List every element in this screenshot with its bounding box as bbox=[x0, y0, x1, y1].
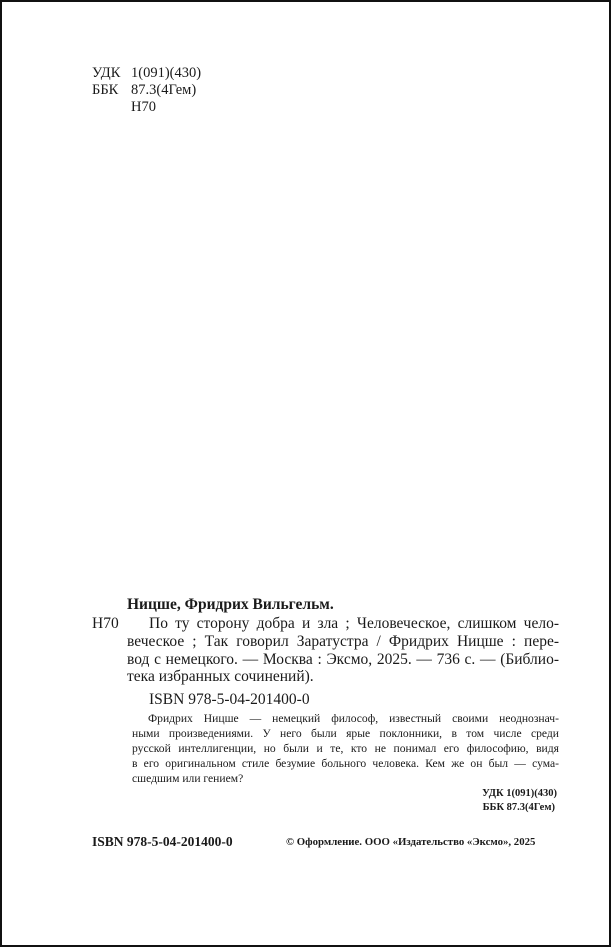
footer-isbn: ISBN 978-5-04-201400-0 bbox=[92, 834, 233, 849]
copyright-notice: © Оформление. ООО «Издательство «Эксмо», 2025 bbox=[286, 836, 536, 848]
record-isbn: ISBN 978-5-04-201400-0 bbox=[149, 691, 310, 708]
annotation-line: Фридрих Ницше — немецкий философ, известный своими неоднознач- bbox=[148, 712, 559, 725]
annotation-udk: УДК 1(091)(430) bbox=[482, 788, 557, 799]
bbk-value: 87.3(4Гем) bbox=[131, 82, 197, 98]
author-sign-top: Н70 bbox=[131, 99, 156, 115]
annotation-line: в его оригинальном стиле безумие больного человека. Кем же он был — сума- bbox=[132, 757, 559, 770]
description-line: тека избранных сочинений). bbox=[127, 668, 314, 685]
author-heading: Ницше, Фридрих Вильгельм. bbox=[127, 596, 334, 613]
udk-label: УДК bbox=[92, 65, 121, 81]
annotation-line: ными произведениями. У него были ярые поклонники, в том числе среди bbox=[132, 727, 559, 740]
annotation-line: русской интеллигенции, но были и те, кто не понимал его философию, видя bbox=[132, 742, 559, 755]
description-line: вод с немецкого. — Москва : Эксмо, 2025. — 736 с. — (Библио- bbox=[127, 651, 559, 668]
annotation-bbk: ББК 87.3(4Гем) bbox=[482, 802, 555, 813]
bbk-label: ББК bbox=[92, 82, 119, 98]
annotation-line: сшедшим или гением? bbox=[132, 772, 244, 785]
udk-value: 1(091)(430) bbox=[131, 65, 202, 81]
author-sign: Н70 bbox=[92, 615, 119, 632]
description-line: веческое ; Так говорил Заратустра / Фридрих Ницше : пере- bbox=[127, 633, 559, 650]
description-line: По ту сторону добра и зла ; Человеческое, слишком чело- bbox=[149, 615, 559, 632]
